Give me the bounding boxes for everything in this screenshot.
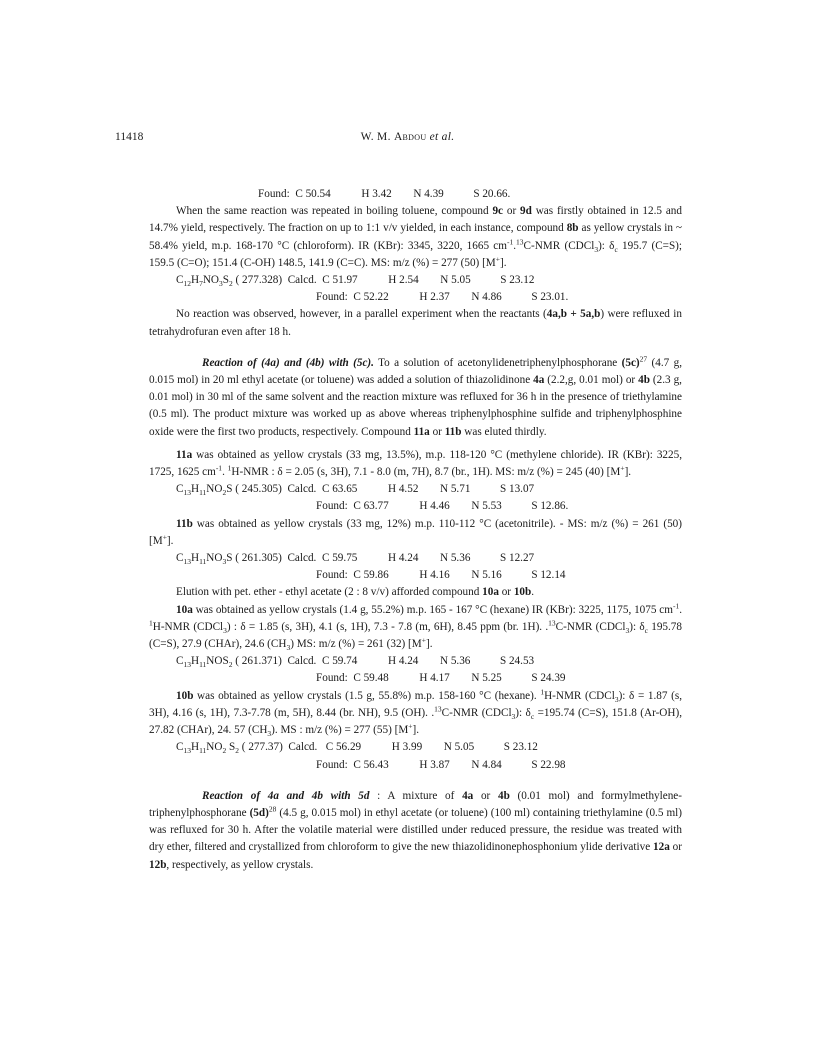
- paragraph-elution: Elution with pet. ether - ethyl acetate (2 : 8 v/v) afforded compound 10a or 10b.: [176, 586, 535, 599]
- elemental-analysis-11b-calcd: $C_{13}H_{11}NO_3S$ ( 261.305) Calcd. C 59.75 H 4.24 N 5.36 S 12.27: [176, 552, 535, 567]
- elemental-analysis-11a-calcd: $C_{13}H_{11}NO_2S$ ( 245.305) Calcd. C 63.65 H 4.52 N 5.71 S 13.07: [176, 483, 535, 498]
- paragraph-11a: 11a was obtained as yellow crystals (33 mg, 13.5%), m.p. 118-120 °C (methylene chloride). IR (KBr): 3225, 1725, 1625 $cm^{-1}$. $^1$H-NMR : δ = 2.05 (s, 3H), 7.1 - 8.0 (m, 7H), 8.7 (br., 1H). MS: m/z (%) = 245 (40) [M+].: [149, 448, 682, 479]
- paragraph-no-reaction: No reaction was observed, however, in a parallel experiment when the reactants (4a,b + 5a,b) were refluxed in tetrahydrofuran even after 18 h.: [149, 308, 682, 338]
- elemental-analysis-10b-calcd: $C_{13}H_{11}NO_2$ $S_2$ ( 277.37) Calcd. C 56.29 H 3.99 N 5.05 S 23.12: [176, 741, 538, 756]
- running-header: W. M. Abdou et al.: [360, 131, 455, 143]
- elemental-analysis-11a-found: Found: C 63.77 H 4.46 N 5.53 S 12.86.: [316, 500, 569, 513]
- elemental-analysis-found: Found: C 50.54 H 3.42 N 4.39 S 20.66.: [258, 188, 511, 200]
- section-reaction-4a-4b-5c: Reaction of (4a) and (4b) with (5c). To a solution of acetonylidenetriphenylphosphorane $(5c)^{27}$ (4.7 g, 0.015 mol) in 20 ml ethyl acetate (or toluene) was added a solution of thiazolidinone 4a (2.2,g, 0.01 mol) or 4b (2.3 g, 0.01 mol) in 30 ml of the same solvent and the reaction mixture was refluxed for 36 h in the presence of triethylamine (0.5 ml). The product mixture was worked up as above whereas triphenylphosphine sulfide and triphenylphosphine oxide were the first two products, respectively. Compound 11a or 11b was eluted thirdly.: [149, 354, 682, 438]
- elemental-analysis-10b-found: Found: C 56.43 H 3.87 N 4.84 S 22.98: [316, 758, 566, 771]
- elemental-analysis-8b-found: Found: C 52.22 H 2.37 N 4.86 S 23.01.: [316, 291, 569, 304]
- paragraph-11b: 11b was obtained as yellow crystals (33 mg, 12%) m.p. 110-112 °C (acetonitrile). - MS: m/z (%) = 261 (50) [M+].: [149, 517, 682, 547]
- elemental-analysis-11b-found: Found: C 59.86 H 4.16 N 5.16 S 12.14: [316, 569, 566, 582]
- section-heading: Reaction of 4a and 4b with 5d: [202, 789, 370, 802]
- paragraph-10b: 10b was obtained as yellow crystals (1.5 g, 55.8%) m.p. 158-160 °C (hexane). $^1$H-NMR (CDCl$_3$): δ = 1.87 (s, 3H), 4.16 (s, 1H), 7.3-7.78 (m, 5H), 8.44 (br. NH), 9.5 (OH). .$^{13}$C-NMR (CDCl$_3$): $\delta_c =195.74$ (C=S), 151.8 (Ar-OH), 27.82 (CHAr), 24. 57 $(CH_3)$. MS : m/z (%) = 277 (55) [M+].: [149, 686, 682, 739]
- section-heading: Reaction of (4a) and (4b) with (5c).: [202, 356, 374, 369]
- section-reaction-4a-4b-5d: Reaction of 4a and 4b with 5d : A mixture of 4a or 4b (0.01 mol) and formylmethylene-triphenylphosphorane $(5d)^{28}$ (4.5 g, 0.015 mol) in ethyl acetate (or toluene) (100 ml) containing triethylamine (0.5 ml) was refluxed for 30 h. After the volatile material were distilled under reduced pressure, the residue was treated with dry ether, filtered and crystallized from chloroform to give the new thiazolidinonephosphonium ylide derivative 12a or 12b, respectively, as yellow crystals.: [149, 789, 682, 871]
- elemental-analysis-10a-calcd: $C_{13}H_{11}NOS_2$ ( 261.371) Calcd. C 59.74 H 4.24 N 5.36 S 24.53: [176, 655, 535, 670]
- paragraph-toluene-reaction: When the same reaction was repeated in boiling toluene, compound 9c or 9d was firstly obtained in 12.5 and 14.7% yield, respectively. The fraction on up to 1:1 v/v yielded, in each instance, compound 8b as yellow crystals in ~ 58.4% yield, m.p. 168-170 °C (chloroform). IR (KBr): 3345, 3220, 1665 $cm^{-1}.^{13}C$-NMR (CDCl$_3$): $\delta_c$ 195.7 (C=S); 159.5 (C=O); 151.4 (C-OH) 148.5, 141.9 (C=C). MS: m/z (%) = 277 (50) [M+].: [149, 205, 683, 269]
- elemental-analysis-8b-calcd: $C_{12}H_7NO_3S_2$ ( 277.328) Calcd. C 51.97 H 2.54 N 5.05 S 23.12: [176, 274, 535, 289]
- page-number: 11418: [115, 131, 144, 143]
- article-body: [149, 186, 682, 874]
- paragraph-10a: 10a was obtained as yellow crystals (1.4 g, 55.2%) m.p. 165 - 167 °C (hexane) IR (KBr): 3225, 1175, 1075 $cm^{-1}$. $^1$H-NMR (CDCl$_3$) : δ = 1.85 (s, 3H), 4.1 (s, 1H), 7.3 - 7.8 (m, 6H), 8.45 ppm (br. 1H). .$^{13}$C-NMR (CDCl$_3$): $\delta_c$ 195.78 (C=S), 27.9 (CHAr), 24.6 $(CH_3)$ MS: m/z (%) = 261 (32) [M+].: [149, 600, 682, 653]
- elemental-analysis-10a-found: Found: C 59.48 H 4.17 N 5.25 S 24.39: [316, 672, 566, 685]
